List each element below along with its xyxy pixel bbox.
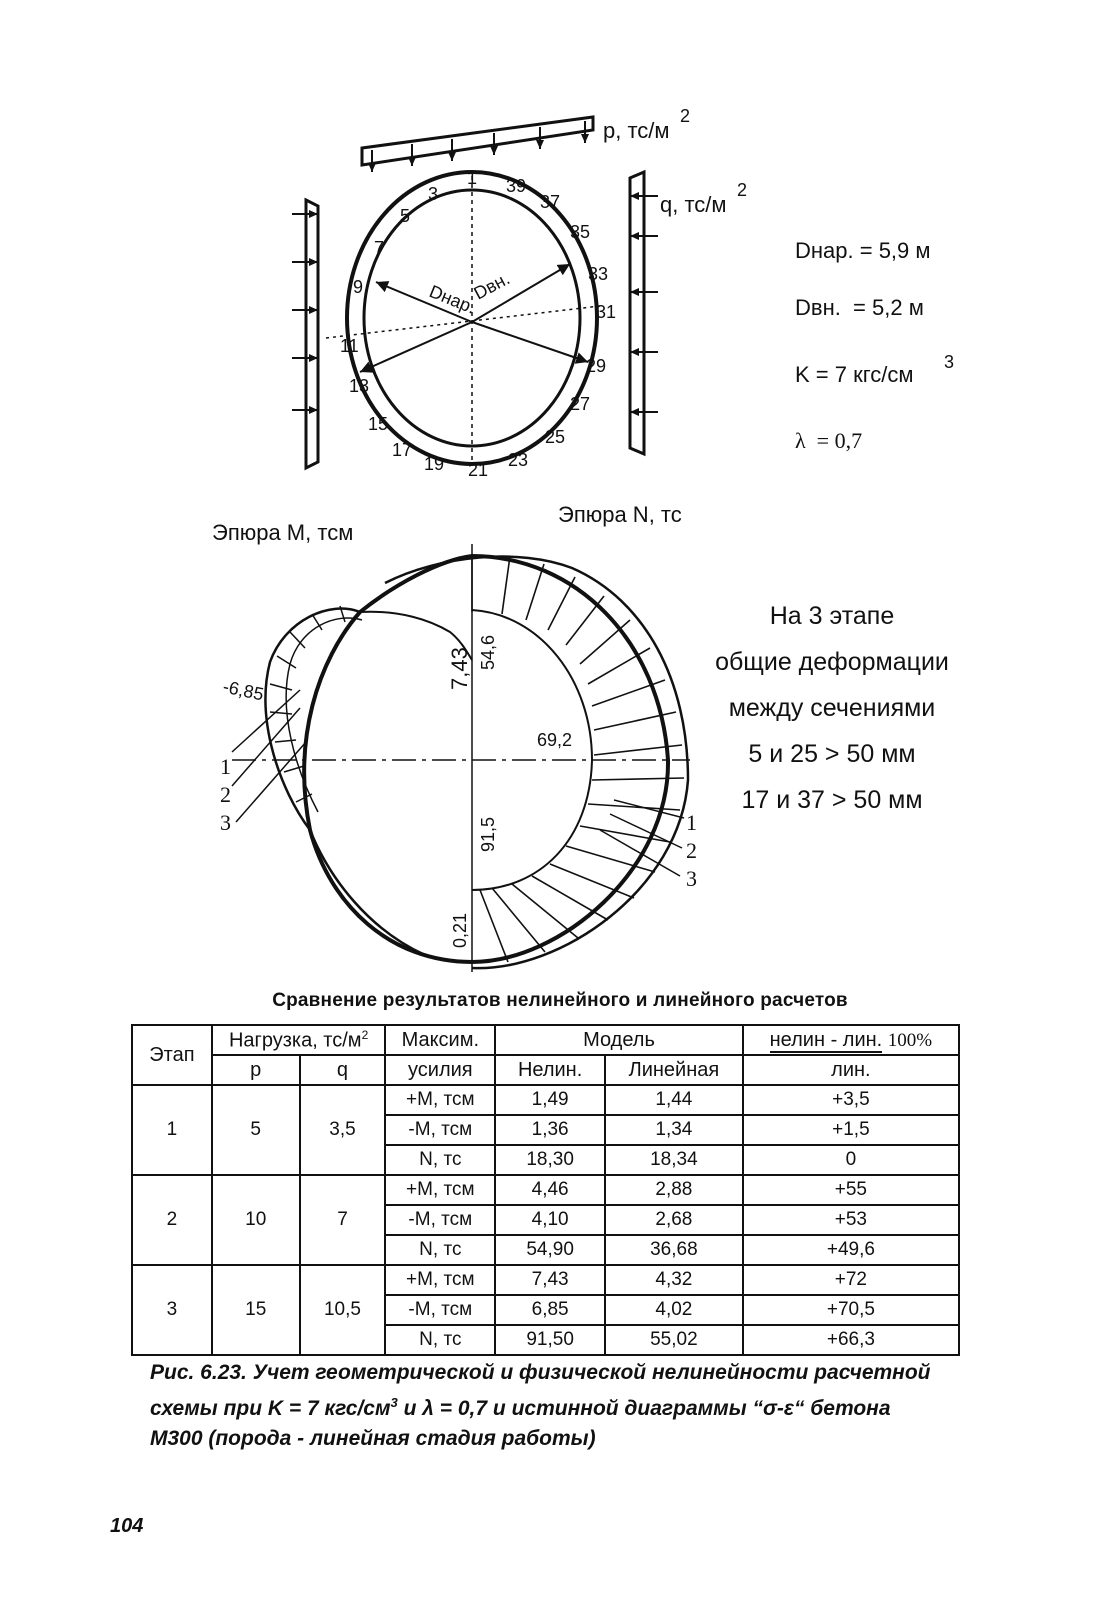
caption-line-2 [150,1388,970,1424]
cell-q: 3,5 [300,1085,386,1175]
table-body [132,1085,959,1355]
caption-exponent: 3 [390,1395,398,1410]
section-number: 29 [586,356,607,376]
section-number: 3 [428,184,439,204]
table-row [132,1085,959,1115]
caption-line-2a: схемы при K = 7 кгс/см [150,1397,391,1420]
cell-stage: 3 [132,1265,212,1355]
param-k-exponent: 3 [944,352,955,372]
header-nonlinear: Нелин. [495,1055,605,1085]
cell-p: 15 [212,1265,300,1355]
caption-line-1: Рис. 6.23. Учет геометрической и физической нелинейности расчетной [150,1361,931,1384]
section-number: 17 [392,440,413,460]
note-line: 17 и 37 > 50 мм [741,786,923,814]
cell-force: +M, тсм [385,1265,495,1295]
param-d-inner: Dвн. = 5,2 м [795,295,924,320]
section-number: 31 [596,302,617,322]
cell-force: N, тс [385,1235,495,1265]
header-linear: Линейная [605,1055,743,1085]
cell-force: -M, тсм [385,1115,495,1145]
param-k: K = 7 кгс/см [795,362,914,387]
header-ratio-numerator: нелин - лин. [769,1028,883,1051]
section-number: 7 [374,238,385,258]
cell-linear: 4,02 [605,1295,743,1325]
load-p-diagram [362,106,690,172]
header-ratio-percent: 100% [887,1029,933,1051]
cell-force: N, тс [385,1145,495,1175]
cell-nonlinear: 18,30 [495,1145,605,1175]
curve-label-right: 3 [686,866,697,891]
cell-linear: 1,44 [605,1085,743,1115]
load-q-label: q, тс/м [660,192,727,217]
cell-linear: 4,32 [605,1265,743,1295]
cell-q: 7 [300,1175,386,1265]
diagram-values [221,635,572,948]
value-label: 7,43 [447,647,472,690]
curve-label-left: 1 [220,754,231,779]
cell-force: -M, тсм [385,1205,495,1235]
cell-force: N, тс [385,1325,495,1355]
cell-ratio: +55 [743,1175,959,1205]
cell-linear: 2,68 [605,1205,743,1235]
cell-q: 10,5 [300,1265,386,1355]
table-title: Сравнение результатов нелинейного и линейного расчетов [272,990,848,1011]
cell-linear: 2,88 [605,1175,743,1205]
curve-labels [220,754,697,891]
note-line: 5 и 25 > 50 мм [748,740,916,768]
cell-linear: 18,34 [605,1145,743,1175]
cell-ratio: +72 [743,1265,959,1295]
cell-ratio: +49,6 [743,1235,959,1265]
cell-nonlinear: 7,43 [495,1265,605,1295]
section-number: 37 [540,192,561,212]
cell-nonlinear: 54,90 [495,1235,605,1265]
cell-stage: 2 [132,1175,212,1265]
curve-label-left: 3 [220,810,231,835]
results-table [131,1024,960,1356]
load-q-exponent: 2 [737,180,748,200]
figure-caption [150,1358,970,1454]
note-line: На 3 этапе [769,602,895,630]
note-line: общие деформации [715,648,949,676]
parameters-block [795,238,954,453]
cell-stage: 1 [132,1085,212,1175]
cell-p: 10 [212,1175,300,1265]
header-model: Модель [495,1025,743,1055]
load-p-exponent: 2 [680,106,691,126]
cell-nonlinear: 4,10 [495,1205,605,1235]
note-line: между сечениями [728,694,936,722]
cell-force: +M, тсм [385,1085,495,1115]
header-q: q [300,1055,386,1085]
cell-ratio: +3,5 [743,1085,959,1115]
section-number: 33 [588,264,609,284]
load-q-right-diagram [630,172,747,454]
cell-linear: 55,02 [605,1325,743,1355]
cell-p: 5 [212,1085,300,1175]
header-load-exponent: 2 [361,1027,369,1042]
tunnel-ring [326,168,616,480]
header-stage: Этап [132,1025,212,1085]
caption-line-3: М300 (порода - линейная стадия работы) [150,1427,596,1450]
section-number: 15 [368,414,389,434]
load-p-label: p, тс/м [603,118,670,143]
cell-linear: 36,68 [605,1235,743,1265]
header-p: p [212,1055,300,1085]
section-number: 27 [570,394,591,414]
section-number: 11 [340,336,359,356]
value-label: -6,85 [221,676,266,705]
header-forces: усилия [385,1055,495,1085]
param-d-outer: Dнар. = 5,9 м [795,238,931,263]
page-number: 104 [110,1515,144,1537]
cell-nonlinear: 4,46 [495,1175,605,1205]
value-label: 0,21 [450,912,470,948]
cell-ratio: 0 [743,1145,959,1175]
cell-linear: 1,34 [605,1115,743,1145]
table-row [132,1175,959,1205]
section-number: 21 [468,460,489,480]
section-number: 23 [508,450,529,470]
cell-force: -M, тсм [385,1295,495,1325]
normal-force-diagram-title: Эпюра N, тс [558,502,682,527]
section-number: 1 [467,168,478,188]
section-number: 13 [349,376,370,396]
value-label: 69,2 [537,730,573,750]
caption-line-2b: и λ = 0,7 и истинной диаграммы “σ-ε“ бетона [397,1397,891,1420]
moment-diagram-title: Эпюра M, тсм [212,520,354,545]
section-number: 9 [353,277,364,297]
cell-force: +M, тсм [385,1175,495,1205]
cell-nonlinear: 1,36 [495,1115,605,1145]
header-max: Максим. [385,1025,495,1055]
curve-label-right: 1 [686,810,697,835]
curve-label-right: 2 [686,838,697,863]
section-number: 19 [424,454,445,474]
cell-nonlinear: 1,49 [495,1085,605,1115]
header-ratio-top [743,1025,959,1055]
moment-normal-diagram [232,544,690,972]
curve-label-left: 2 [220,782,231,807]
d-inner-arrow-label: Dвн. [470,268,514,304]
cell-nonlinear: 6,85 [495,1295,605,1325]
param-lambda: λ = 0,7 [795,428,863,453]
cell-ratio: +53 [743,1205,959,1235]
section-number: 39 [506,176,527,196]
section-number: 5 [400,206,411,226]
section-number: 35 [570,222,591,242]
table-row [132,1265,959,1295]
header-load [212,1025,386,1055]
cell-ratio: +70,5 [743,1295,959,1325]
d-outer-arrow-label: Dнар. [426,281,479,318]
cell-ratio: +1,5 [743,1115,959,1145]
load-q-left-diagram [292,200,318,468]
cell-nonlinear: 91,50 [495,1325,605,1355]
value-label: 91,5 [478,816,498,852]
section-number: 25 [545,427,566,447]
header-ratio-bottom: лин. [743,1055,959,1085]
cell-ratio: +66,3 [743,1325,959,1355]
value-label: 54,6 [478,634,498,670]
header-load-text: Нагрузка, тс/м [228,1029,362,1052]
stage-note [715,602,949,814]
